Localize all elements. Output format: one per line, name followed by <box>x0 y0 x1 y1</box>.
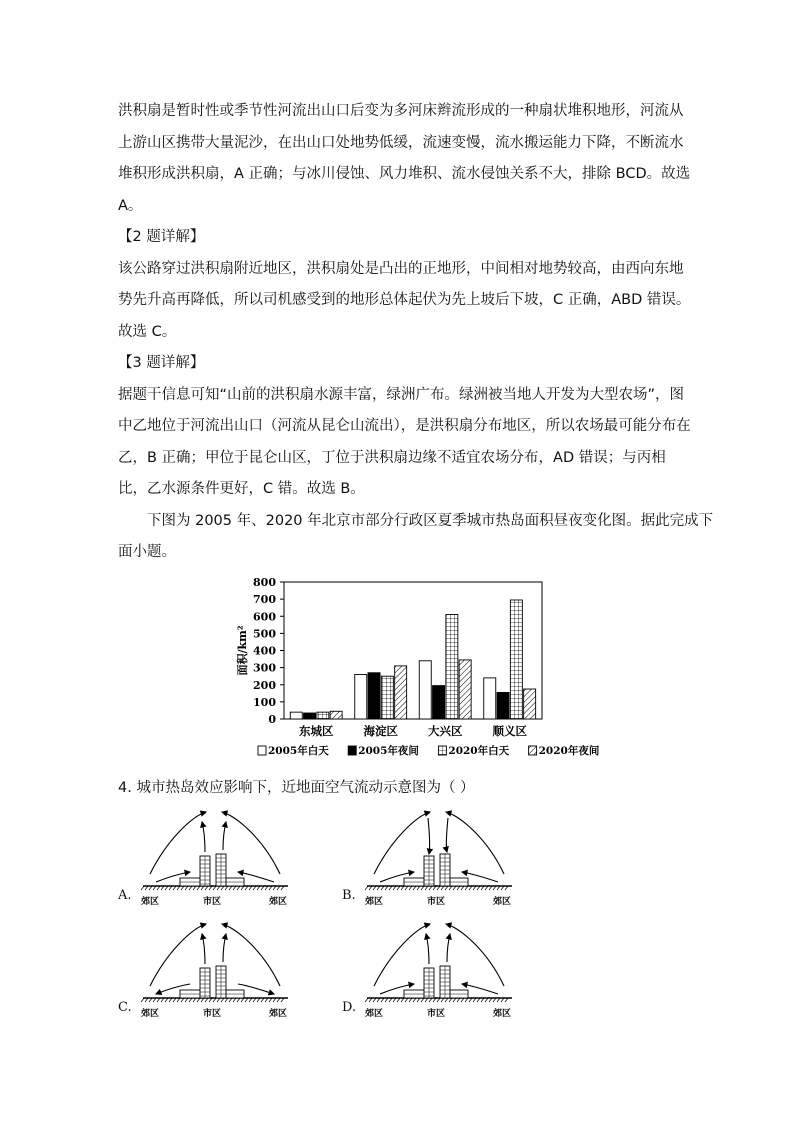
option-letter: A. <box>118 888 132 903</box>
bar <box>304 713 316 719</box>
option-b[interactable] <box>342 808 542 908</box>
legend-swatch <box>438 746 446 755</box>
legend-label: 2005年白天 <box>268 745 329 757</box>
option-letter: D. <box>342 1000 357 1015</box>
airflow-arc-left <box>150 812 206 874</box>
bar <box>355 674 367 719</box>
bar <box>290 712 302 719</box>
suburb-left-label: 郊区 <box>364 897 384 907</box>
airflow-diagram <box>138 920 318 1020</box>
bar <box>524 689 536 719</box>
bar <box>446 615 458 719</box>
suburb-right-label: 郊区 <box>268 897 288 907</box>
city-label: 市区 <box>202 1009 222 1019</box>
y-tick-label: 800 <box>253 576 276 589</box>
text-line: 势先升高再降低，所以司机感受到的地形总体起伏为先上坡后下坡，C 正确，ABD 错误。 <box>118 292 691 308</box>
airflow-arc-right <box>222 924 280 986</box>
ground-hatch <box>141 998 144 1002</box>
suburb-left-label: 郊区 <box>140 897 160 907</box>
bar <box>510 600 522 719</box>
bar <box>459 660 471 719</box>
x-category-label: 东城区 <box>299 724 334 738</box>
bar <box>395 666 407 719</box>
city-label: 市区 <box>202 897 222 907</box>
x-category-label: 大兴区 <box>428 724 463 738</box>
legend-label: 2020年夜间 <box>538 745 600 757</box>
heat-island-bar-chart <box>226 570 600 770</box>
bar <box>484 678 496 719</box>
city-label: 市区 <box>426 1009 446 1019</box>
airflow-diagram <box>362 920 542 1020</box>
airflow-center <box>446 818 448 852</box>
airflow-arc-right <box>446 812 504 874</box>
city-label: 市区 <box>426 897 446 907</box>
airflow-arc-left <box>374 812 430 874</box>
x-category-label: 顺义区 <box>492 724 527 738</box>
airflow-center <box>223 934 226 962</box>
y-tick-label: 600 <box>253 610 276 624</box>
airflow-arc-left <box>374 924 430 986</box>
section-heading-3: 【3 题详解】 <box>118 355 205 371</box>
text-line: 洪积扇是暂时性或季节性河流出山口后变为多河床辫流形成的一种扇状堆积地形，河流从 <box>118 103 684 119</box>
airflow-center <box>428 818 430 854</box>
y-tick-label: 200 <box>253 678 276 692</box>
legend-swatch <box>258 746 266 755</box>
intro-line: 面小题。 <box>118 544 176 560</box>
option-letter: C. <box>118 1000 132 1015</box>
text-line: 上游山区携带大量泥沙，在出山口处地势低缓，流速变慢，流水搬运能力下降，不断流水 <box>118 134 684 151</box>
text-line: 乙，B 正确；甲位于昆仑山区，丁位于洪积扇边缘不适宜农场分布，AD 错误；与丙相 <box>118 449 666 466</box>
bar <box>419 661 431 719</box>
y-tick-label: 0 <box>268 713 276 726</box>
legend-swatch <box>348 746 356 755</box>
option-a[interactable] <box>118 808 318 908</box>
suburb-left-label: 郊区 <box>140 1009 160 1019</box>
y-tick-label: 700 <box>253 593 276 607</box>
ground-hatch <box>365 886 368 890</box>
y-tick-label: 500 <box>253 627 276 641</box>
text-line: 该公路穿过洪积扇附近地区，洪积扇处是凸出的正地形，中间相对地势较高，由西向东地 <box>118 260 684 277</box>
bar <box>381 676 393 719</box>
text-line: A。 <box>118 197 143 214</box>
bar <box>497 692 509 719</box>
intro-line: 下图为 2005 年、2020 年北京市部分行政区夏季城市热岛面积昼夜变化图。据此完成下 <box>147 512 714 529</box>
text-line: 据题干信息可知“山前的洪积扇水源丰富，绿洲广布。绿洲被当地人开发为大型农场”，图 <box>118 386 685 403</box>
option-c[interactable] <box>118 920 318 1020</box>
airflow-diagram <box>138 808 318 908</box>
bar <box>317 712 329 719</box>
x-category-label: 海淀区 <box>363 724 398 738</box>
y-axis-label: 面积/km² <box>236 625 249 676</box>
airflow-diagram <box>362 808 542 908</box>
y-tick-label: 300 <box>253 661 276 675</box>
suburb-left-label: 郊区 <box>364 1009 384 1019</box>
question-4: 4. 城市热岛效应影响下，近地面空气流动示意图为（ ） <box>118 780 475 796</box>
legend-label: 2020年白天 <box>448 745 510 757</box>
airflow-center <box>202 934 205 964</box>
airflow-center <box>223 822 226 850</box>
text-line: 堆积形成洪积扇，A 正确；与冰川侵蚀、风力堆积、流水侵蚀关系不大，排除 BCD。故选 <box>118 166 691 182</box>
airflow-center <box>447 934 450 962</box>
y-tick-label: 100 <box>253 695 276 709</box>
y-tick-label: 400 <box>253 644 276 658</box>
answer-paragraph-1 <box>118 96 714 569</box>
suburb-right-label: 郊区 <box>268 1009 288 1019</box>
airflow-arc-right <box>222 812 280 874</box>
text-line: 中乙地位于河流出山口（河流从昆仑山流出），是洪积扇分布地区，所以农场最可能分布在 <box>118 418 691 434</box>
airflow-center <box>202 822 205 852</box>
ground-hatch <box>365 998 368 1002</box>
text-line: 故选 C。 <box>118 323 177 340</box>
legend-label: 2005年夜间 <box>358 745 419 757</box>
suburb-right-label: 郊区 <box>492 1009 512 1019</box>
text-line: 比，乙水源条件更好，C 错。故选 B。 <box>118 481 365 497</box>
bar <box>368 673 380 719</box>
section-heading-2: 【2 题详解】 <box>118 229 205 245</box>
airflow-arc-left <box>150 924 206 986</box>
legend-swatch <box>529 746 537 755</box>
option-d[interactable] <box>342 920 542 1020</box>
option-letter: B. <box>342 888 356 903</box>
suburb-right-label: 郊区 <box>492 897 512 907</box>
ground-hatch <box>141 886 144 890</box>
airflow-arc-right <box>446 924 504 986</box>
airflow-center <box>426 934 429 964</box>
bar <box>433 686 445 719</box>
bar <box>330 711 342 719</box>
